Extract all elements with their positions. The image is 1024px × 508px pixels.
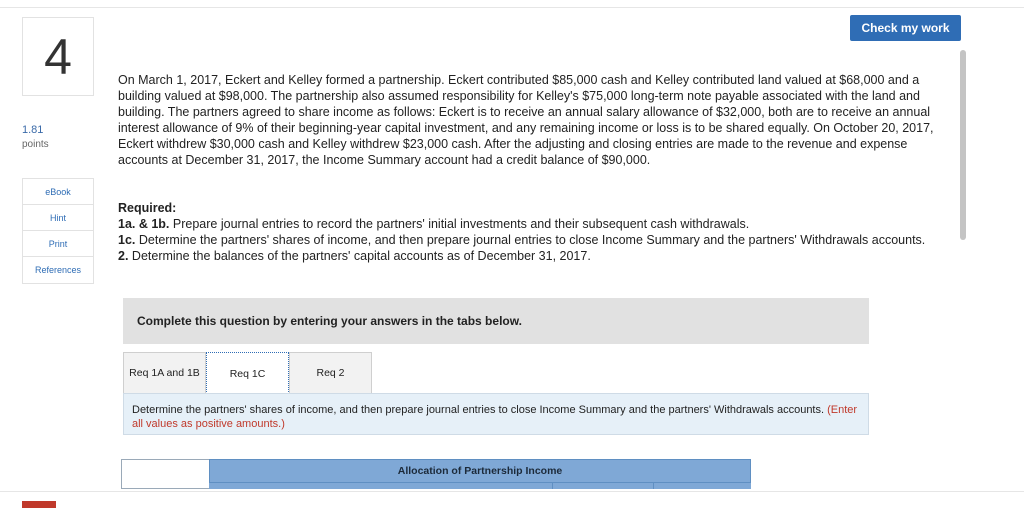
required-item-key: 1c. xyxy=(118,233,136,247)
bottom-divider xyxy=(0,491,1024,492)
allocation-table xyxy=(121,459,751,499)
required-item-key: 1a. & 1b. xyxy=(118,217,170,231)
column-divider xyxy=(552,483,553,489)
column-divider xyxy=(653,483,654,489)
resource-links xyxy=(22,178,94,284)
check-my-work-button[interactable]: Check my work xyxy=(850,15,961,41)
print-link[interactable]: Print xyxy=(23,231,93,257)
allocation-table-subheader xyxy=(209,483,751,489)
tab-req-1c[interactable]: Req 1C xyxy=(206,352,289,394)
references-link[interactable]: References xyxy=(34,265,82,275)
allocation-table-title: Allocation of Partnership Income xyxy=(209,459,751,483)
hint-link[interactable]: Hint xyxy=(23,205,93,231)
required-item-text: Determine the partners' shares of income, and then prepare journal entries to close Income Summary and the partners' Withdrawals accounts. xyxy=(135,233,926,247)
question-number-box xyxy=(22,17,94,96)
brand-logo-fragment xyxy=(22,501,56,508)
requirement-tabs xyxy=(123,352,372,394)
top-divider xyxy=(0,7,1024,8)
tab-req-1a-1b[interactable]: Req 1A and 1B xyxy=(123,352,206,394)
required-item xyxy=(118,248,944,264)
required-item-key: 2. xyxy=(118,249,129,263)
ebook-link[interactable]: eBook xyxy=(23,179,93,205)
panel-hint: (Enter all values as positive amounts.) xyxy=(132,404,858,430)
required-item-text: Determine the balances of the partners' capital accounts as of December 31, 2017. xyxy=(128,249,591,263)
points-value: 1.81 xyxy=(22,124,44,136)
required-heading: Required: xyxy=(118,201,177,215)
required-item xyxy=(118,232,944,248)
panel-text: Determine the partners' shares of income, and then prepare journal entries to close Income Summary and the partners' Withdrawals accounts. xyxy=(132,404,825,416)
required-item xyxy=(118,216,944,232)
required-item-text: Prepare journal entries to record the partners' initial investments and their subsequent cash withdrawals. xyxy=(169,217,750,231)
question-text: On March 1, 2017, Eckert and Kelley formed a partnership. Eckert contributed $85,000 cash and Kelley contributed land valued at $68,000 and a building valued at $98,000. The partnership also assumed responsibility for Kelley's $75,000 long-term note payable associated with the land and building. The partners agreed to share income as follows: Eckert is to receive an annual salary allowance of $32,000, both are to receive an annual interest allowance of 9% of their beginning-year capital investment, and any remaining income or loss is to be shared equally. On October 20, 2017, Eckert withdrew $30,000 cash and Kelley withdrew $23,000 cash. After the adjusting and closing entries are made to the revenue and expense accounts at December 31, 2017, the Income Summary account had a credit balance of $90,000. xyxy=(118,73,934,167)
instructions-banner: Complete this question by entering your answers in the tabs below. xyxy=(123,298,869,344)
question-number: 4 xyxy=(44,28,72,85)
tab-req-2[interactable]: Req 2 xyxy=(289,352,372,394)
required-section xyxy=(118,200,944,264)
points-label: points xyxy=(22,139,49,150)
allocation-table-corner-cell xyxy=(121,459,210,489)
scrollbar-thumb[interactable] xyxy=(960,50,966,240)
tab-panel-instructions xyxy=(123,393,869,435)
